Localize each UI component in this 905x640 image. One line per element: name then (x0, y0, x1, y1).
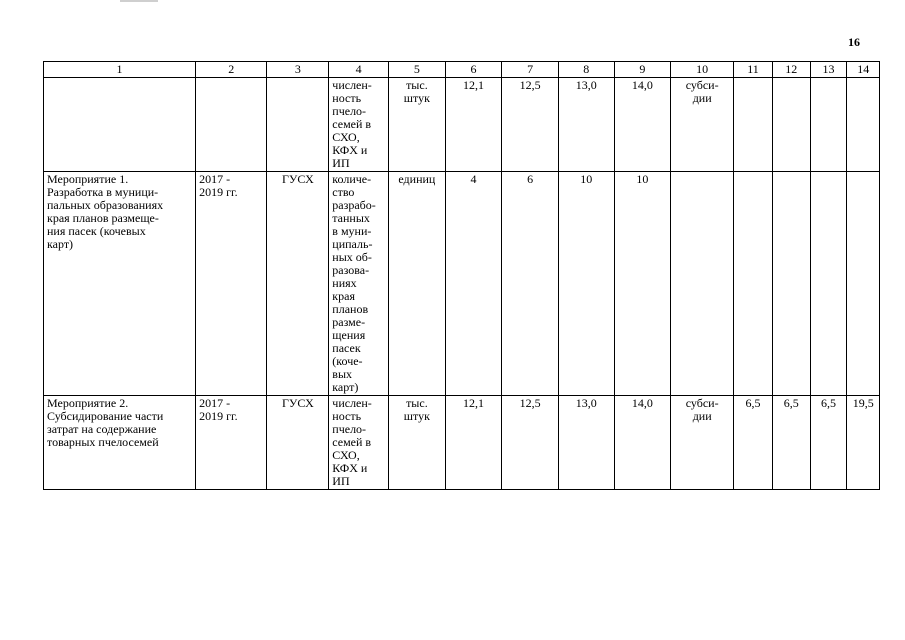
column-number: 7 (502, 62, 559, 78)
activity-name-cell (44, 78, 196, 172)
funding-type-cell: субси- дии (671, 396, 734, 490)
unit-cell: единиц (389, 172, 446, 396)
scan-artifact (120, 0, 158, 2)
value-cell: 10 (558, 172, 614, 396)
column-number: 13 (810, 62, 847, 78)
activity-name-cell: Мероприятие 2. Субсидирование части затрат на содержание товарных пчелосемей (44, 396, 196, 490)
column-number-row (44, 62, 880, 78)
period-cell (196, 78, 267, 172)
amount-cell (810, 172, 847, 396)
activity-name-cell: Мероприятие 1. Разработка в муници- пальных образованиях края планов размеще- ния пасек (кочевых карт) (44, 172, 196, 396)
value-cell: 12,5 (502, 78, 559, 172)
indicator-cell: числен- ность пчело- семей в СХО, КФХ и ИП (329, 396, 389, 490)
value-cell: 13,0 (558, 78, 614, 172)
column-number: 9 (614, 62, 671, 78)
value-cell: 12,5 (502, 396, 559, 490)
column-number: 6 (445, 62, 502, 78)
amount-cell (734, 78, 773, 172)
amount-cell (772, 172, 810, 396)
amount-cell: 6,5 (734, 396, 773, 490)
column-number: 8 (558, 62, 614, 78)
column-number: 12 (772, 62, 810, 78)
table-row (44, 396, 880, 490)
indicator-cell: числен- ность пчело- семей в СХО, КФХ и ИП (329, 78, 389, 172)
value-cell: 4 (445, 172, 502, 396)
column-number: 4 (329, 62, 389, 78)
column-number: 14 (847, 62, 880, 78)
amount-cell (810, 78, 847, 172)
column-number: 3 (267, 62, 329, 78)
amount-cell (772, 78, 810, 172)
column-number: 11 (734, 62, 773, 78)
table-row (44, 78, 880, 172)
value-cell: 10 (614, 172, 671, 396)
column-number: 1 (44, 62, 196, 78)
amount-cell: 6,5 (810, 396, 847, 490)
value-cell: 14,0 (614, 396, 671, 490)
period-cell: 2017 - 2019 гг. (196, 172, 267, 396)
unit-cell: тыс. штук (389, 396, 446, 490)
value-cell: 6 (502, 172, 559, 396)
table-row (44, 172, 880, 396)
value-cell: 13,0 (558, 396, 614, 490)
amount-cell: 19,5 (847, 396, 880, 490)
executor-cell (267, 78, 329, 172)
column-number: 2 (196, 62, 267, 78)
value-cell: 12,1 (445, 78, 502, 172)
program-table (43, 61, 880, 490)
period-cell: 2017 - 2019 гг. (196, 396, 267, 490)
amount-cell (847, 172, 880, 396)
page-number: 16 (848, 35, 860, 49)
executor-cell: ГУСХ (267, 172, 329, 396)
unit-cell: тыс. штук (389, 78, 446, 172)
amount-cell: 6,5 (772, 396, 810, 490)
funding-type-cell (671, 172, 734, 396)
column-number: 5 (389, 62, 446, 78)
indicator-cell: количе- ство разрабо- танных в муни- ципаль- ных об- разова- ниях края планов разме- щения пасек (коче- вых карт) (329, 172, 389, 396)
funding-type-cell: субси- дии (671, 78, 734, 172)
amount-cell (734, 172, 773, 396)
executor-cell: ГУСХ (267, 396, 329, 490)
column-number: 10 (671, 62, 734, 78)
amount-cell (847, 78, 880, 172)
value-cell: 12,1 (445, 396, 502, 490)
value-cell: 14,0 (614, 78, 671, 172)
